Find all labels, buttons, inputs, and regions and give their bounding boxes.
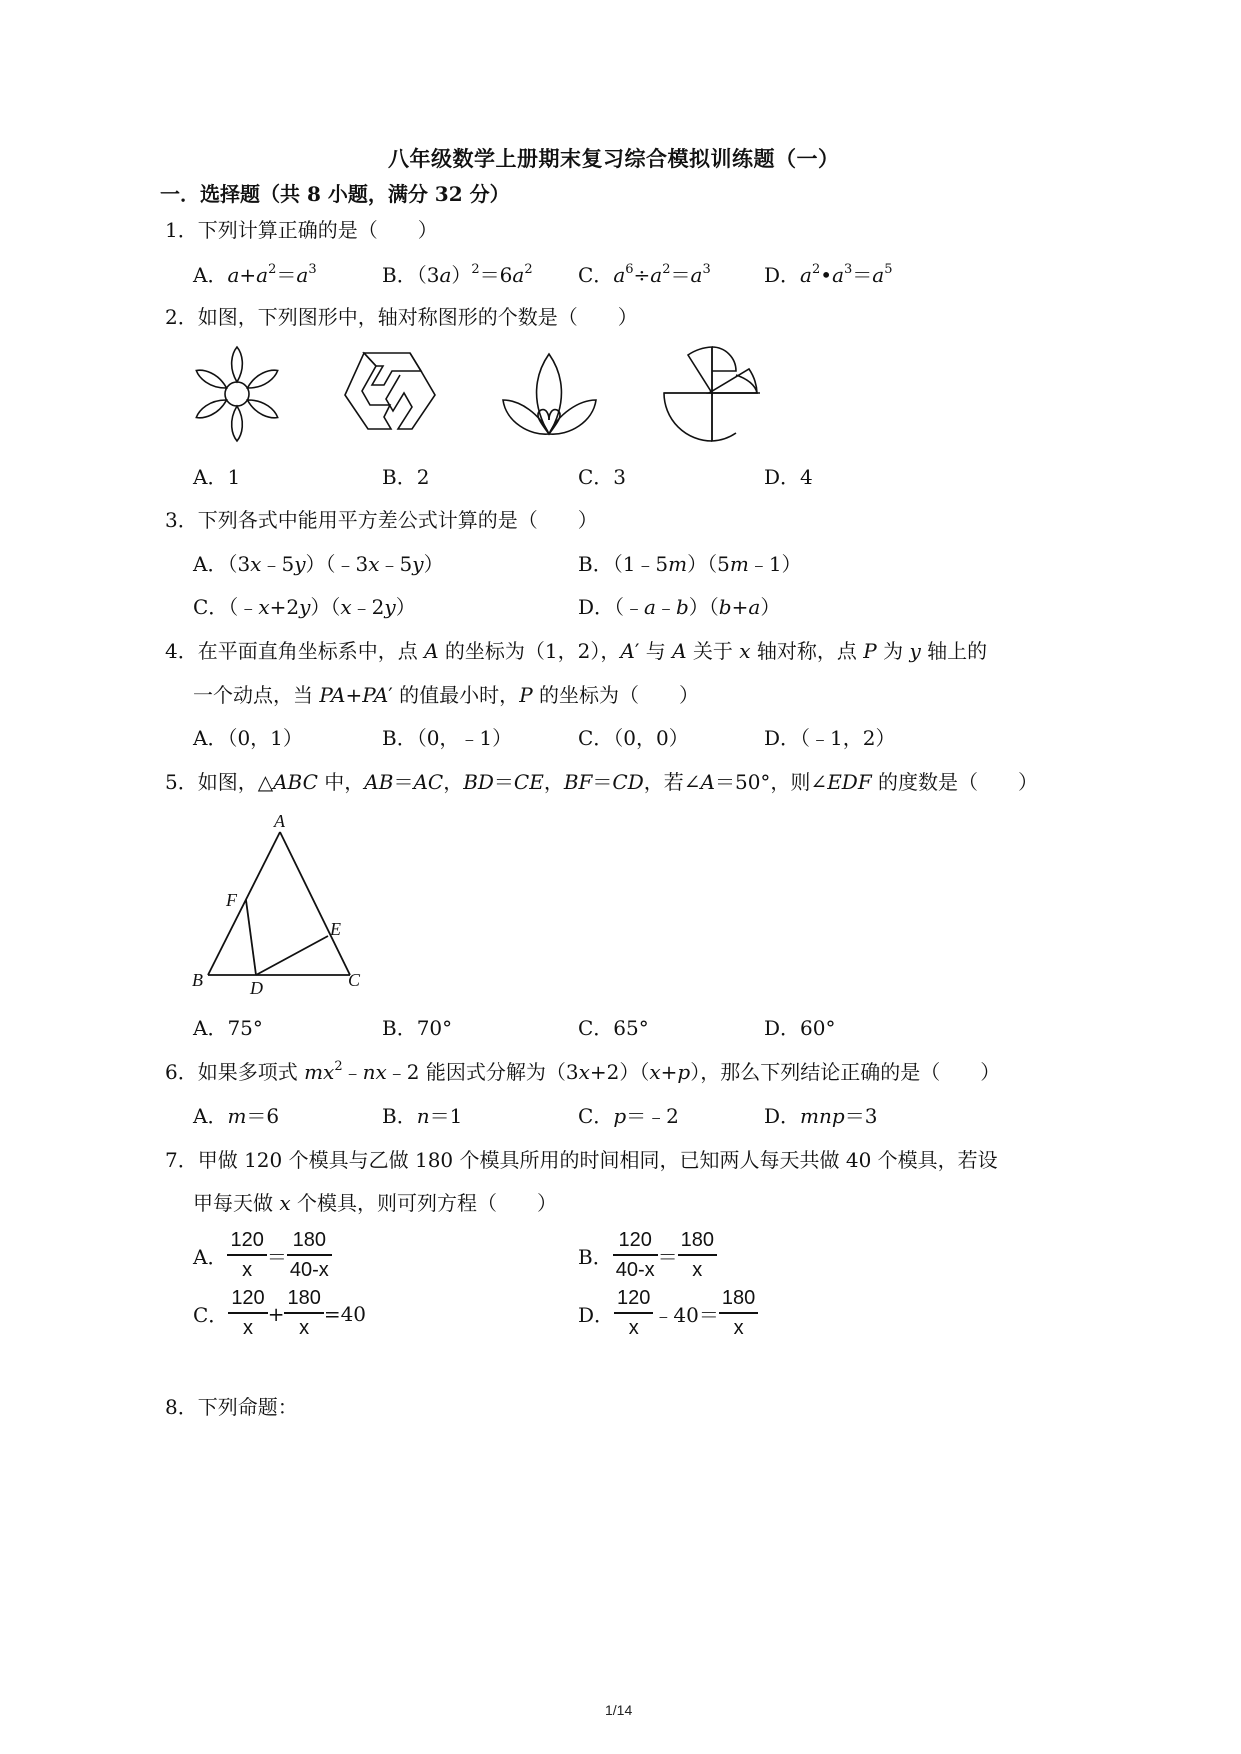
q2-option-d: D．4 (764, 465, 813, 489)
q1-option-c: C．$a^6\div a^2=a^3$ (578, 262, 711, 287)
page-title: 八年级数学上册期末复习综合模拟训练题（一） (388, 146, 840, 171)
question-4-stem-line2: 一个动点，当 PA+PA′ 的值最小时，P 的坐标为（ ） (193, 683, 700, 707)
pinwheel-figure (662, 345, 764, 443)
q2-option-b: B．2 (382, 465, 430, 489)
question-3-stem: 3．下列各式中能用平方差公式计算的是（ ） (165, 508, 598, 532)
fraction: $\frac{180}{x}$ (719, 1287, 758, 1340)
q4-option-c: C．（0，0） (578, 726, 689, 750)
question-2-stem: 2．如图，下列图形中，轴对称图形的个数是（ ） (165, 305, 638, 329)
q1-option-d: D．$a^2•a^3=a^5$ (764, 262, 893, 287)
q4-option-b: B．（0，﹣1） (382, 726, 513, 750)
q5-option-a: A．75° (193, 1016, 263, 1040)
q5-option-d: D．60° (764, 1016, 836, 1040)
lotus-figure (500, 352, 600, 436)
section-heading: 一．选择题（共 8 小题，满分 32 分） (160, 182, 510, 206)
q1-option-a: A．$a+a^2=a^3$ (193, 262, 317, 287)
question-8-stem: 8．下列命题： (165, 1395, 298, 1419)
fraction: $\frac{180}{x}$ (678, 1229, 717, 1282)
q6-option-d: D．mnp＝3 (764, 1104, 878, 1128)
recycle-figure (342, 350, 438, 432)
q7-option-a: A． $\frac{120}{x}$ ＝ $\frac{180}{40-x}$ (193, 1229, 332, 1282)
question-1-stem: 1．下列计算正确的是（ ） (165, 218, 438, 242)
q6-option-c: C．p＝﹣2 (578, 1104, 679, 1128)
q3-option-d: D．（﹣a﹣b）（b+a） (578, 595, 781, 619)
vertex-label-f: F (226, 890, 237, 910)
q5-option-c: C．65° (578, 1016, 649, 1040)
q2-option-c: C．3 (578, 465, 627, 489)
q3-option-b: B．（1﹣5m）（5m﹣1） (578, 552, 802, 576)
page-number: 1/14 (605, 1702, 633, 1718)
q4-option-d: D．（﹣1，2） (764, 726, 896, 750)
question-5-stem: 5．如图，△ABC 中，AB＝AC，BD＝CE，BF＝CD，若∠A＝50°，则∠EDF 的度数是（ ） (165, 770, 1039, 794)
q4-option-a: A．（0，1） (193, 726, 303, 750)
fraction: $\frac{180}{40-x}$ (287, 1229, 332, 1282)
q6-option-a: A．m＝6 (193, 1104, 280, 1128)
fraction: $\frac{120}{x}$ (227, 1229, 266, 1282)
fraction: $\frac{120}{40-x}$ (613, 1229, 658, 1282)
q1-option-b: B．$(3a)^2=6a^2$ (382, 262, 533, 287)
vertex-label-d: D (250, 978, 263, 998)
question-6-stem: 6．如果多项式 $mx^2﹣nx﹣2$ 能因式分解为（3x+2）（x+p），那么下列结论正确的是（ ） (165, 1059, 1001, 1084)
fraction: $\frac{180}{x}$ (284, 1287, 323, 1340)
vertex-label-c: C (348, 970, 361, 990)
q5-option-b: B．70° (382, 1016, 453, 1040)
q6-option-b: B．n＝1 (382, 1104, 463, 1128)
q7-option-d: D． $\frac{120}{x}$ ﹣40＝ $\frac{180}{x}$ (578, 1287, 758, 1340)
q3-option-a: A．（3x﹣5y）（﹣3x﹣5y） (193, 552, 444, 576)
q7-option-b: B． $\frac{120}{40-x}$ ＝ $\frac{180}{x}$ (578, 1229, 717, 1282)
vertex-label-e: E (330, 919, 341, 939)
fraction: $\frac{120}{x}$ (228, 1287, 267, 1340)
triangle-abc-figure (188, 810, 368, 1000)
q3-option-c: C．（﹣x+2y）（x﹣2y） (193, 595, 416, 619)
vertex-label-b: B (192, 970, 203, 990)
fraction: $\frac{120}{x}$ (614, 1287, 653, 1340)
question-7-stem-line1: 7．甲做 120 个模具与乙做 180 个模具所用的时间相同，已知两人每天共做 40 个模具，若设 (165, 1148, 998, 1172)
flower-figure (190, 345, 285, 443)
question-7-stem-line2: 甲每天做 x 个模具，则可列方程（ ） (193, 1191, 557, 1215)
vertex-label-a: A (274, 811, 285, 831)
q7-option-c: C． $\frac{120}{x}$ + $\frac{180}{x}$ =40 (193, 1287, 367, 1339)
q2-option-a: A．1 (193, 465, 241, 489)
question-4-stem-line1: 4．在平面直角坐标系中，点 A 的坐标为（1，2），A′ 与 A 关于 x 轴对称，点 P 为 y 轴上的 (165, 639, 988, 663)
